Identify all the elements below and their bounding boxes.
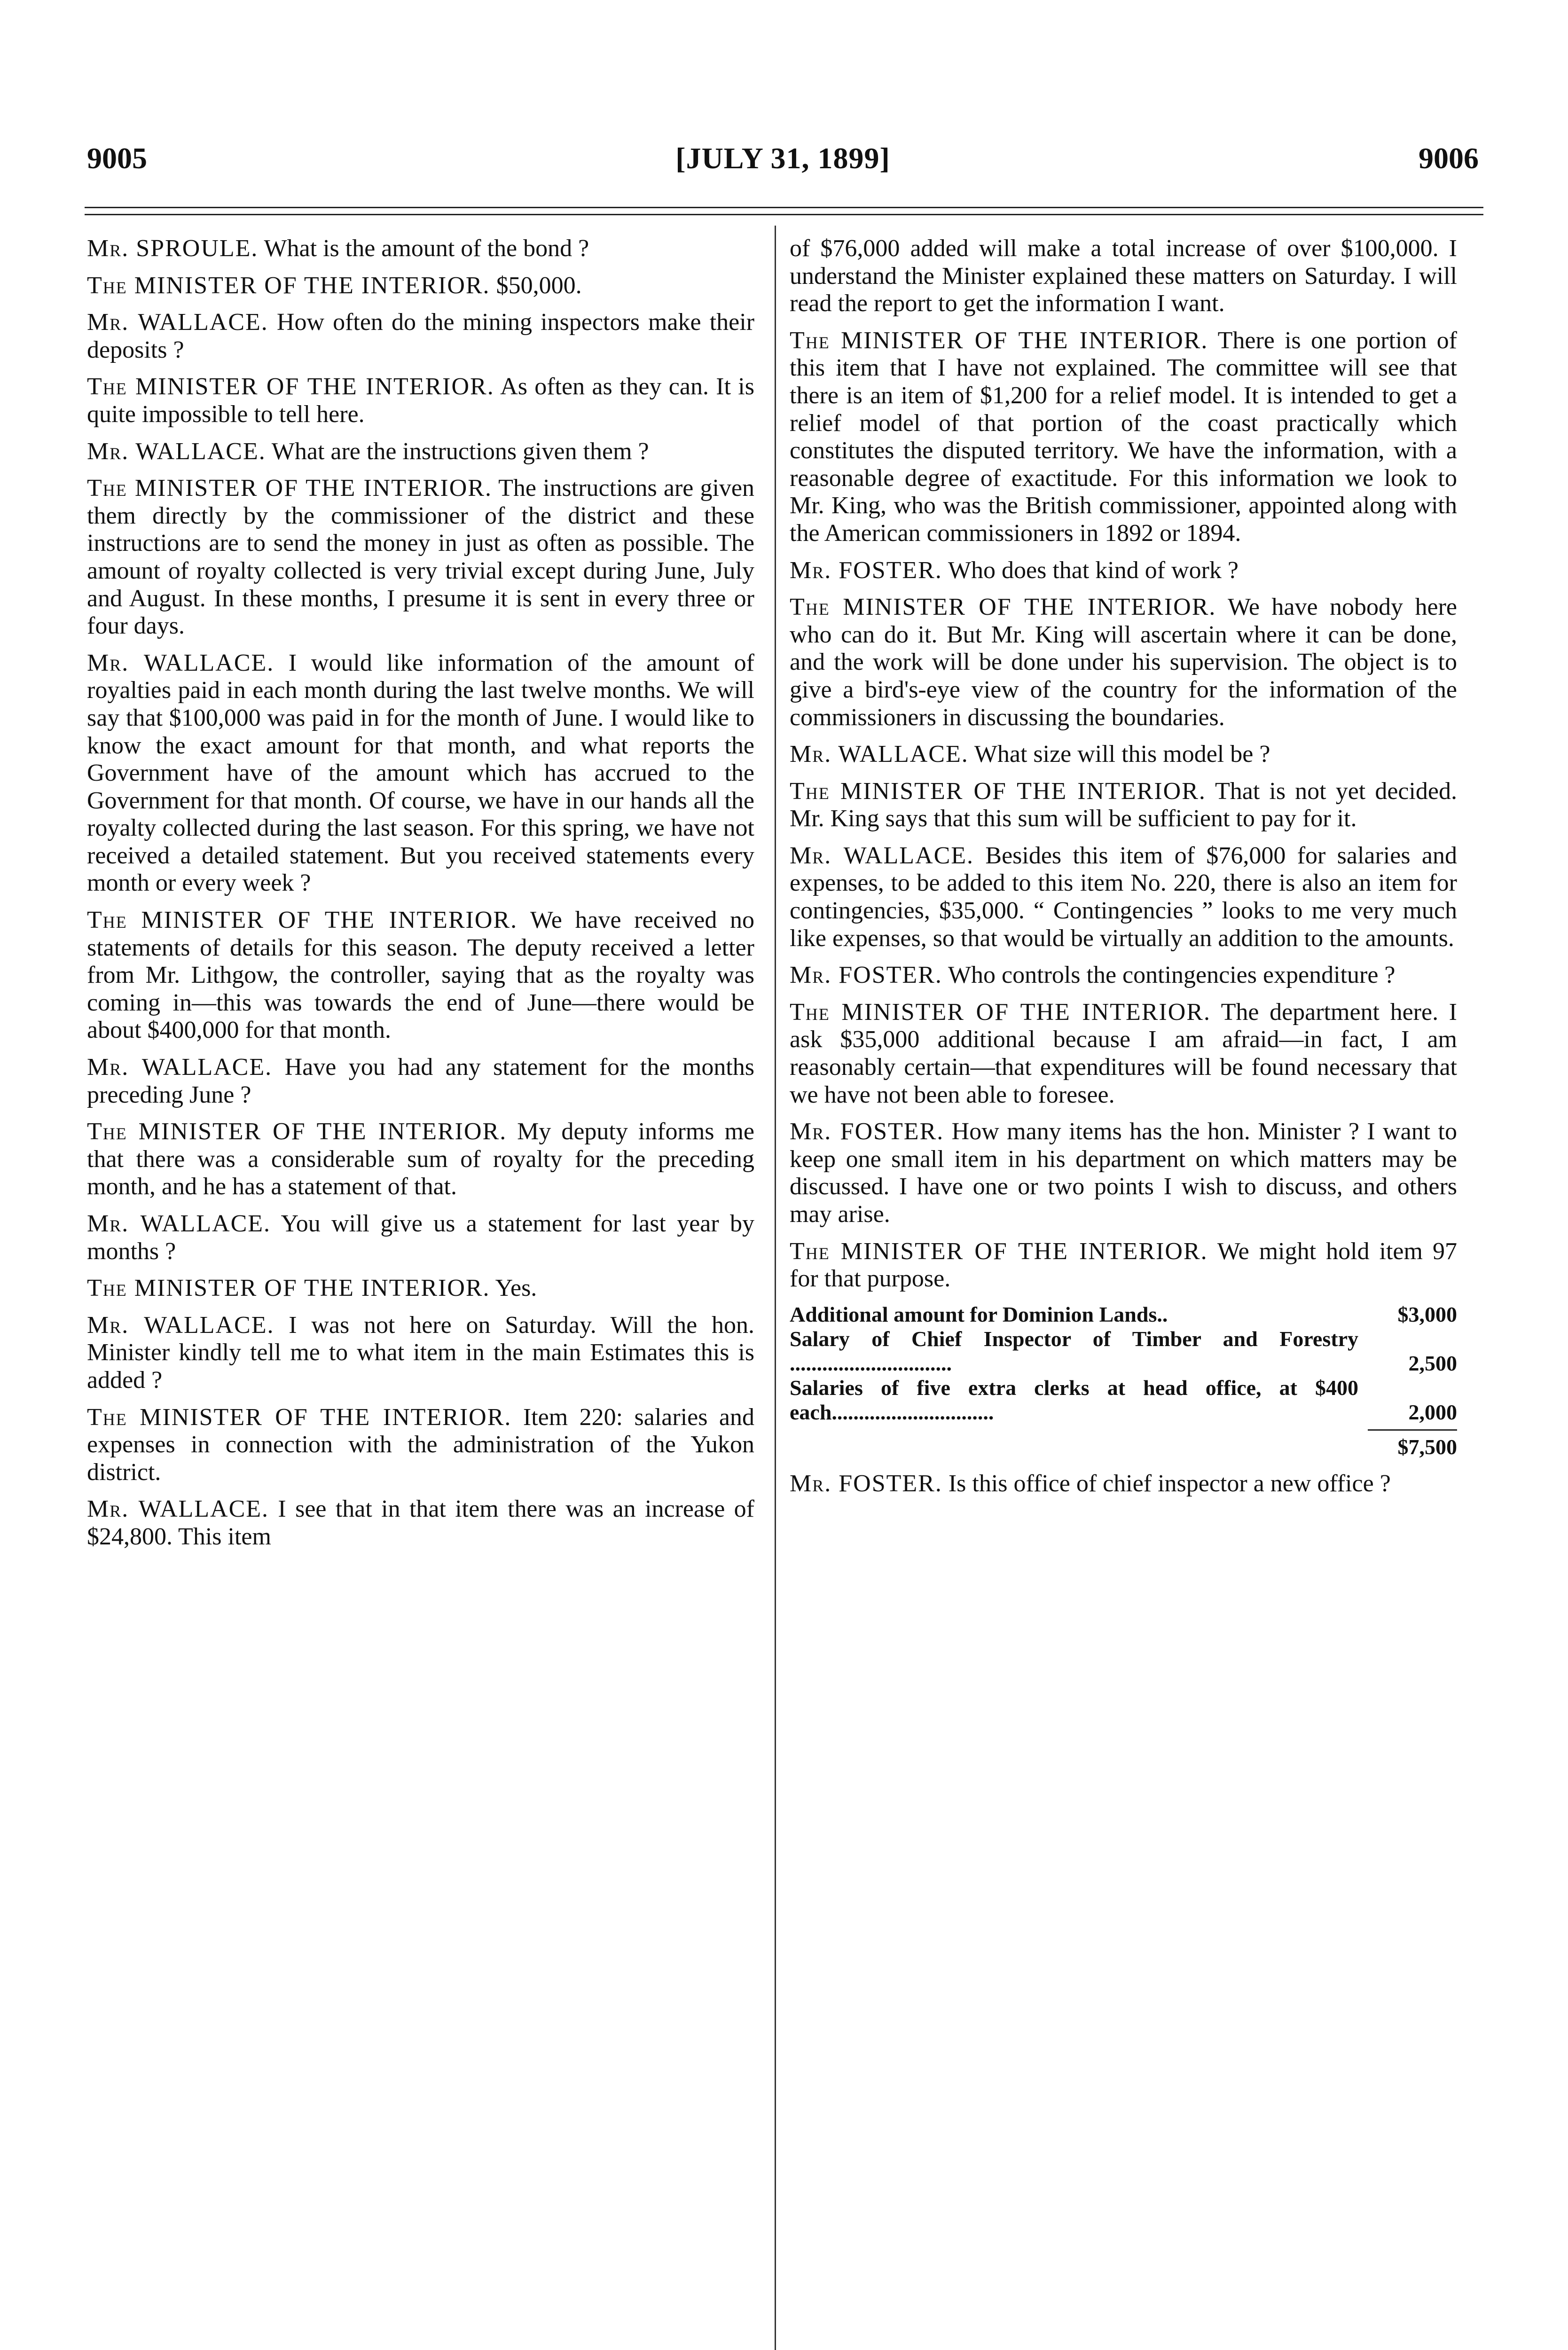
speech-paragraph <box>790 962 1457 989</box>
speaker-name: The MINISTER OF THE INTERIOR. <box>790 327 1208 354</box>
speech-paragraph <box>87 475 754 640</box>
estimates-row <box>790 1327 1457 1376</box>
estimates-item: Salaries of five extra clerks at head office, at $400 each.............................. <box>790 1375 1358 1424</box>
speech-text: How many items has the hon. Minister ? I want to keep one small item in his department on which matters may be discussed. I have one or two points I wish to discuss, and others may arise. <box>790 1118 1457 1228</box>
estimates-amount: 2,000 <box>1408 1400 1457 1424</box>
speech-text: How often do the mining inspectors make their deposits ? <box>87 309 755 363</box>
speaker-name: Mr. FOSTER. <box>790 1470 942 1497</box>
speaker-name: The MINISTER OF THE INTERIOR. <box>87 1275 490 1302</box>
estimates-table <box>790 1302 1457 1425</box>
estimates-row <box>790 1376 1457 1425</box>
speaker-name: Mr. FOSTER. <box>790 1118 944 1145</box>
speech-text: What size will this model be ? <box>974 741 1270 768</box>
speech-text: Who does that kind of work ? <box>948 556 1239 584</box>
speech-text: We have nobody here who can do it. But Mr. King will ascertain where it can be done, and the work will be done under his supervision. The object is to give a bird's-eye view of the country for the information of the commissioners in discussing the boundaries. <box>790 594 1457 731</box>
speech-paragraph <box>87 1312 754 1394</box>
speaker-name: Mr. WALLACE. <box>790 741 969 768</box>
speech-paragraph <box>790 778 1457 833</box>
right-column-paragraphs-end <box>790 1470 1457 1498</box>
speech-paragraph <box>790 1470 1457 1498</box>
speech-text: As often as they can. It is quite impossible to tell here. <box>87 373 754 428</box>
speaker-name: The MINISTER OF THE INTERIOR. <box>87 1118 507 1145</box>
speech-paragraph <box>790 1118 1457 1228</box>
page-date: [JULY 31, 1899] <box>675 141 890 175</box>
speech-paragraph <box>790 999 1457 1109</box>
speaker-name: The MINISTER OF THE INTERIOR. <box>790 1238 1208 1265</box>
speaker-name: Mr. WALLACE. <box>87 1210 271 1237</box>
speech-text: Have you had any statement for the months preceding June ? <box>87 1054 754 1108</box>
speech-paragraph <box>87 1118 754 1201</box>
speech-text: of $76,000 added will make a total increase of over $100,000. I understand the Minister explained these matters on Saturday. I will read the report to get the information I want. <box>790 235 1457 317</box>
speech-paragraph <box>790 557 1457 585</box>
right-column <box>790 235 1457 1507</box>
speech-paragraph <box>87 1054 754 1109</box>
estimates-row <box>790 1302 1457 1327</box>
estimates-total: $7,500 <box>1368 1429 1457 1461</box>
speaker-name: Mr. WALLACE. <box>87 438 266 465</box>
speech-paragraph <box>87 907 754 1044</box>
speech-text: We might hold item 97 for that purpose. <box>790 1238 1457 1292</box>
speaker-name: The MINISTER OF THE INTERIOR. <box>87 1403 512 1431</box>
speech-text: Yes. <box>495 1275 537 1302</box>
header-rule-top <box>85 207 1483 208</box>
speaker-name: Mr. WALLACE. <box>87 309 268 336</box>
speech-paragraph <box>790 842 1457 952</box>
speech-paragraph <box>87 438 754 466</box>
speaker-name: Mr. FOSTER. <box>790 556 942 584</box>
speech-text: That is not yet decided. Mr. King says that this sum will be sufficient to pay for it. <box>790 777 1458 832</box>
speaker-name: The MINISTER OF THE INTERIOR. <box>790 777 1206 805</box>
column-divider <box>775 226 776 2350</box>
speaker-name: Mr. WALLACE. <box>87 1496 269 1523</box>
speaker-name: Mr. WALLACE. <box>790 842 974 869</box>
speaker-name: The MINISTER OF THE INTERIOR. <box>790 998 1211 1026</box>
speaker-name: The MINISTER OF THE INTERIOR. <box>87 272 490 299</box>
speaker-name: The MINISTER OF THE INTERIOR. <box>87 907 518 934</box>
speech-paragraph <box>87 272 754 300</box>
speech-text: You will give us a statement for last year by months ? <box>87 1210 754 1265</box>
speech-text: Besides this item of $76,000 for salaries and expenses, to be added to this item No. 220, there is also an item for contingencies, $35,000. “ Contingencies ” looks to me very much like expenses, so that would be virtually an addition to the amounts. <box>790 842 1457 952</box>
speech-paragraph <box>790 327 1457 548</box>
estimates-item: Salary of Chief Inspector of Timber and Forestry .............................. <box>790 1326 1358 1375</box>
header-rule-bottom <box>85 214 1483 215</box>
speech-paragraph <box>87 650 754 897</box>
speech-paragraph <box>790 1238 1457 1293</box>
speech-paragraph <box>87 1496 754 1551</box>
speech-text: There is one portion of this item that I have not explained. The committee will see that there is an item of $1,200 for a relief model. It is intended to get a relief model of that portion of the coast practically which constitutes the disputed territory. We have the information, with a reasonable degree of exactitude. For this information we look to Mr. King, who was the British commissioner, appointed along with the American commissioners in 1892 or 1894. <box>790 327 1457 547</box>
speech-paragraph <box>790 741 1457 768</box>
speaker-name: The MINISTER OF THE INTERIOR. <box>87 475 492 502</box>
speech-paragraph <box>87 1275 754 1302</box>
speaker-name: Mr. SPROULE. <box>87 235 259 262</box>
speech-text: I would like information of the amount of royalties paid in each month during the last twelve months. We will say that $100,000 was paid in for the month of June. I would like to know the exact amount for that month, and what reports the Government have of the amount which has accrued to the Government for that month. Of course, we have in our hands all the royalty collected during the last season. For this spring, we have not received a detailed statement. But you received statements every month or every week ? <box>87 649 754 897</box>
speech-paragraph <box>87 235 754 263</box>
speech-text: Who controls the contingencies expenditure ? <box>948 962 1396 989</box>
right-column-paragraphs <box>790 235 1457 1293</box>
page-number-left: 9005 <box>87 141 147 175</box>
speech-paragraph <box>790 594 1457 731</box>
speech-text: I was not here on Saturday. Will the hon. Minister kindly tell me to what item in the main Estimates this is added ? <box>87 1311 754 1394</box>
speech-text: $50,000. <box>496 272 582 299</box>
estimates-amount: 2,500 <box>1408 1351 1457 1375</box>
speaker-name: Mr. WALLACE. <box>87 649 274 676</box>
estimates-amount: $3,000 <box>1397 1302 1457 1326</box>
left-column <box>87 235 754 1560</box>
speech-text: What are the instructions given them ? <box>271 438 649 465</box>
speech-text: Is this office of chief inspector a new office ? <box>948 1470 1391 1497</box>
speech-text: What is the amount of the bond ? <box>264 235 589 262</box>
speech-paragraph <box>87 309 754 364</box>
speech-text: The department here. I ask $35,000 additional because I am afraid—in fact, I am reasonably certain—that expenditures will be found necessary that we have not been able to foresee. <box>790 998 1457 1108</box>
speech-text: Item 220: salaries and expenses in connection with the administration of the Yukon district. <box>87 1403 754 1486</box>
speaker-name: Mr. WALLACE. <box>87 1311 274 1339</box>
speech-text: I see that in that item there was an increase of $24,800. This item <box>87 1496 754 1550</box>
speaker-name: Mr. FOSTER. <box>790 962 942 989</box>
page-number-right: 9006 <box>1419 141 1479 175</box>
estimates-item: Additional amount for Dominion Lands.. <box>790 1302 1168 1326</box>
speaker-name: Mr. WALLACE. <box>87 1054 273 1081</box>
speech-text: We have received no statements of details for this season. The deputy received a letter from Mr. Lithgow, the controller, saying that as the royalty was coming in—this was towards the end of June—there would be about $400,000 for that month. <box>87 907 754 1044</box>
speech-text: My deputy informs me that there was a considerable sum of royalty for the preceding month, and he has a statement of that. <box>87 1118 754 1200</box>
speech-text: The instructions are given them directly by the commissioner of the district and these instructions are to send the money in just as often as possible. The amount of royalty collected is very trivial except during June, July and August. In these months, I presume it is sent in every three or four days. <box>87 475 754 640</box>
speech-paragraph <box>87 373 754 428</box>
speech-paragraph <box>87 1404 754 1487</box>
speaker-name: The MINISTER OF THE INTERIOR. <box>87 373 494 400</box>
speaker-name: The MINISTER OF THE INTERIOR. <box>790 594 1216 621</box>
page-header <box>87 141 1479 183</box>
speech-paragraph <box>790 235 1457 318</box>
speech-paragraph <box>87 1210 754 1265</box>
